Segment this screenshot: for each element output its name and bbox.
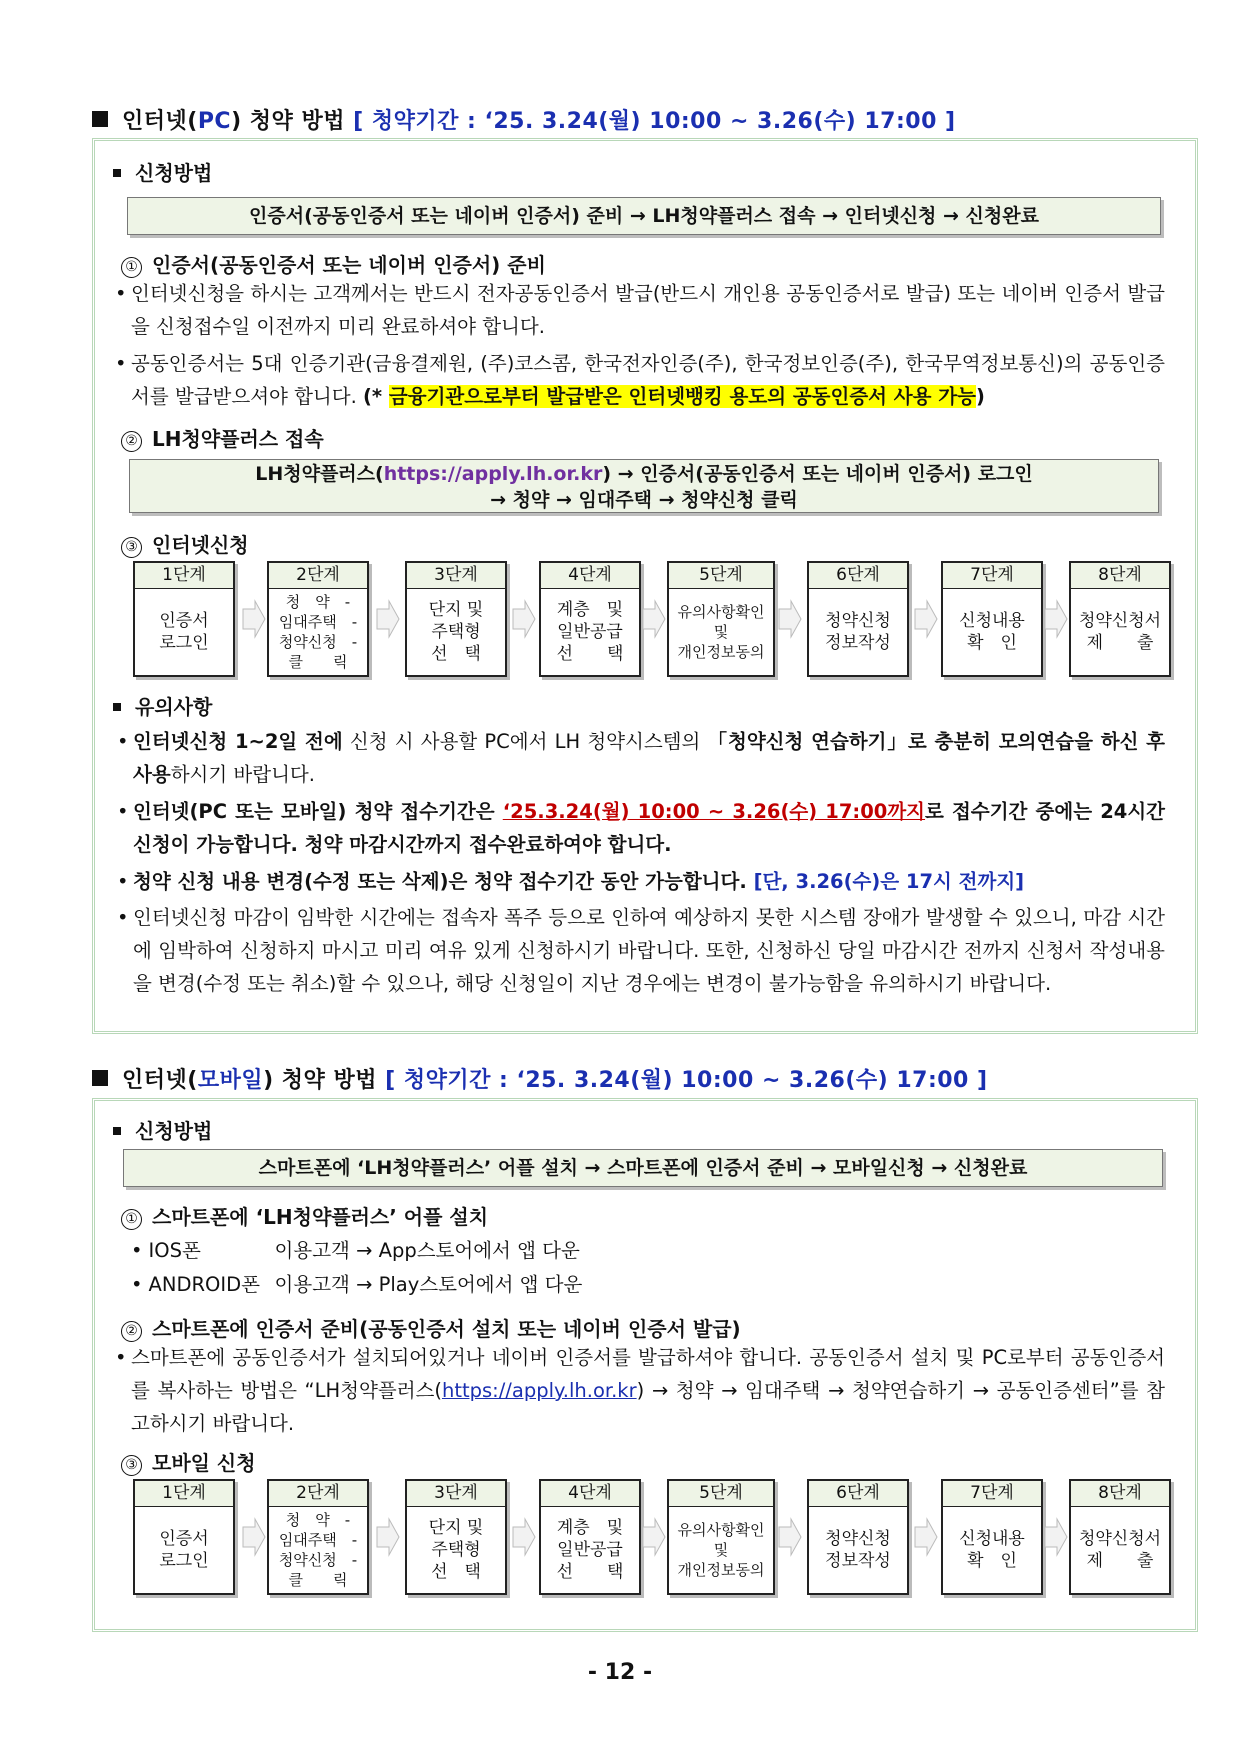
mobile-step-box: 3단계 단지 및 주택형 선 택 xyxy=(405,1479,507,1595)
page-number: - 12 - xyxy=(587,1660,653,1685)
mobile-step2-heading: ② 스마트폰에 인증서 준비(공동인증서 설치 또는 네이버 인증서 발급) xyxy=(95,1313,741,1342)
pc-step1-para2: • 공동인증서는 5대 인증기관(금융결제원, (주)코스콤, 한국전자인증(주), 한국정보인증(주), 한국무역정보통신)의 공동인증서를 발급받으셔야 합니다. (* 금융기관으로부터 발급받은 인터넷뱅킹 용도의 공동인증서 사용 가능) xyxy=(115,352,1165,408)
pc-steps-row xyxy=(133,561,1193,679)
pc-section-title: 인터넷(PC) 청약 방법 [ 청약기간 : ‘25. 3.24(월) 10:00 ~ 3.26(수) 17:00 ] xyxy=(92,104,956,135)
pc-step-box: 4단계 계층 및 일반공급 선 택 xyxy=(539,561,641,677)
pc-step3-heading: ③ 인터넷신청 xyxy=(95,529,249,558)
pc-step-box: 5단계 유의사항확인 및 개인정보동의 xyxy=(667,561,775,677)
pc-note-2: • 인터넷(PC 또는 모바일) 청약 접수기간은 ‘25.3.24(월) 10:00 ~ 3.26(수) 17:00까지로 접수기간 중에는 24시간 신청이 가능합니다. 청약 마감시간까지 접수완료하여야 합니다. xyxy=(117,800,1165,856)
lh-url-link[interactable]: https://apply.lh.or.kr xyxy=(441,1379,637,1402)
step-arrow-icon xyxy=(375,1517,401,1557)
pc-method-heading: 신청방법 xyxy=(95,157,212,186)
mobile-flow-box: 스마트폰에 ‘LH청약플러스’ 어플 설치 → 스마트폰에 인증서 준비 → 모바일신청 → 신청완료 xyxy=(123,1149,1163,1187)
pc-note-4: • 인터넷신청 마감이 임박한 시간에는 접속자 폭주 등으로 인하여 예상하지 못한 시스템 장애가 발생할 수 있으니, 마감 시간에 임박하여 신청하지 마시고 미리 여유 있게 신청하시기 바랍니다. 또한, 신청하신 당일 마감시간 전까지 신청서 작성내용을 변경(수정 또는 취소)할 수 있으나, 해당 신청일이 지난 경우에는 변경이 불가능함을 유의하시기 바랍니다. xyxy=(117,906,1165,995)
mobile-method-heading: 신청방법 xyxy=(95,1115,212,1144)
step-arrow-icon xyxy=(375,599,401,639)
mobile-step2-para: • 스마트폰에 공동인증서가 설치되어있거나 네이버 인증서를 발급하셔야 합니다. 공동인증서 설치 및 PC로부터 공동인증서를 복사하는 방법은 “LH청약플러스(https://apply.lh.or.kr) → 청약 → 임대주택 → 청약연습하기 → 공동인증센터”를 참고하시기 바랍니다. xyxy=(115,1346,1165,1435)
mobile-step-box: 4단계 계층 및 일반공급 선 택 xyxy=(539,1479,641,1595)
mobile-step-box: 1단계 인증서 로그인 xyxy=(133,1479,235,1595)
pc-step2-heading: ② LH청약플러스 접속 xyxy=(95,423,324,452)
step-arrow-icon xyxy=(777,599,803,639)
small-square-bullet-icon xyxy=(113,1127,121,1135)
step-arrow-icon xyxy=(1043,1517,1069,1557)
mobile-step-box: 5단계 유의사항확인 및 개인정보동의 xyxy=(667,1479,775,1595)
step-arrow-icon xyxy=(913,1517,939,1557)
mobile-step-box: 7단계 신청내용 확 인 xyxy=(941,1479,1043,1595)
mobile-step-box: 8단계 청약신청서 제 출 xyxy=(1069,1479,1171,1595)
pc-period-red: ‘25.3.24(월) 10:00 ~ 3.26(수) 17:00까지 xyxy=(502,800,926,823)
step-arrow-icon xyxy=(241,599,267,639)
step-arrow-icon xyxy=(641,1517,667,1557)
ios-line: • IOS폰 이용고객 → App스토어에서 앱 다운 xyxy=(131,1239,580,1262)
step-arrow-icon xyxy=(641,599,667,639)
step-arrow-icon xyxy=(241,1517,267,1557)
mobile-period: [ 청약기간 : ‘25. 3.24(월) 10:00 ~ 3.26(수) 17:00 ] xyxy=(385,1068,988,1093)
mobile-step-box: 2단계 청 약 - 임대주택 - 청약신청 - 클 릭 xyxy=(267,1479,369,1595)
mobile-panel xyxy=(92,1098,1198,1632)
pc-step-box: 2단계 청 약 - 임대주택 - 청약신청 - 클 릭 xyxy=(267,561,369,677)
pc-step-box: 3단계 단지 및 주택형 선 택 xyxy=(405,561,507,677)
pc-period: [ 청약기간 : ‘25. 3.24(월) 10:00 ~ 3.26(수) 17:00 ] xyxy=(353,109,956,134)
mobile-steps-row xyxy=(133,1479,1193,1597)
pc-step1-para1: • 인터넷신청을 하시는 고객께서는 반드시 전자공동인증서 발급(반드시 개인용 공동인증서로 발급) 또는 네이버 인증서 발급을 신청접수일 이전까지 미리 완료하셔야 합니다. xyxy=(115,282,1165,338)
step-arrow-icon xyxy=(511,599,537,639)
pc-step-box: 6단계 청약신청 정보작성 xyxy=(807,561,909,677)
pc-notes-heading: 유의사항 xyxy=(95,691,212,720)
pc-step-box: 7단계 신청내용 확 인 xyxy=(941,561,1043,677)
square-bullet-icon xyxy=(92,1070,108,1086)
square-bullet-icon xyxy=(92,111,108,127)
pc-panel xyxy=(92,138,1198,1034)
pc-step-box: 1단계 인증서 로그인 xyxy=(133,561,235,677)
small-square-bullet-icon xyxy=(113,703,121,711)
pc-note-1: • 인터넷신청 1~2일 전에 신청 시 사용할 PC에서 LH 청약시스템의 「청약신청 연습하기」로 충분히 모의연습을 하신 후 사용하시기 바랍니다. xyxy=(117,730,1166,786)
pc-step1-heading: ① 인증서(공동인증서 또는 네이버 인증서) 준비 xyxy=(95,249,546,278)
small-square-bullet-icon xyxy=(113,169,121,177)
mobile-step3-heading: ③ 모바일 신청 xyxy=(95,1447,256,1476)
mobile-step1-heading: ① 스마트폰에 ‘LH청약플러스’ 어플 설치 xyxy=(95,1201,488,1230)
pc-highlight-note: 금융기관으로부터 발급받은 인터넷뱅킹 용도의 공동인증서 사용 가능 xyxy=(388,385,976,408)
lh-url-link[interactable]: https://apply.lh.or.kr xyxy=(383,463,603,485)
step-arrow-icon xyxy=(913,599,939,639)
pc-flow-box: 인증서(공동인증서 또는 네이버 인증서) 준비 → LH청약플러스 접속 → 인터넷신청 → 신청완료 xyxy=(127,197,1161,235)
step-arrow-icon xyxy=(777,1517,803,1557)
step-arrow-icon xyxy=(1043,599,1069,639)
mobile-step-box: 6단계 청약신청 정보작성 xyxy=(807,1479,909,1595)
step-arrow-icon xyxy=(511,1517,537,1557)
mobile-section-title: 인터넷(모바일) 청약 방법 [ 청약기간 : ‘25. 3.24(월) 10:00 ~ 3.26(수) 17:00 ] xyxy=(92,1063,988,1094)
pc-lh-access-box: LH청약플러스(https://apply.lh.or.kr) → 인증서(공동인증서 또는 네이버 인증서) 로그인 → 청약 → 임대주택 → 청약신청 클릭 xyxy=(129,459,1159,513)
android-line: • ANDROID폰 이용고객 → Play스토어에서 앱 다운 xyxy=(131,1273,583,1296)
pc-step-box: 8단계 청약신청서 제 출 xyxy=(1069,561,1171,677)
pc-note-3: • 청약 신청 내용 변경(수정 또는 삭제)은 청약 접수기간 동안 가능합니다. [단, 3.26(수)은 17시 전까지] xyxy=(117,870,1025,893)
